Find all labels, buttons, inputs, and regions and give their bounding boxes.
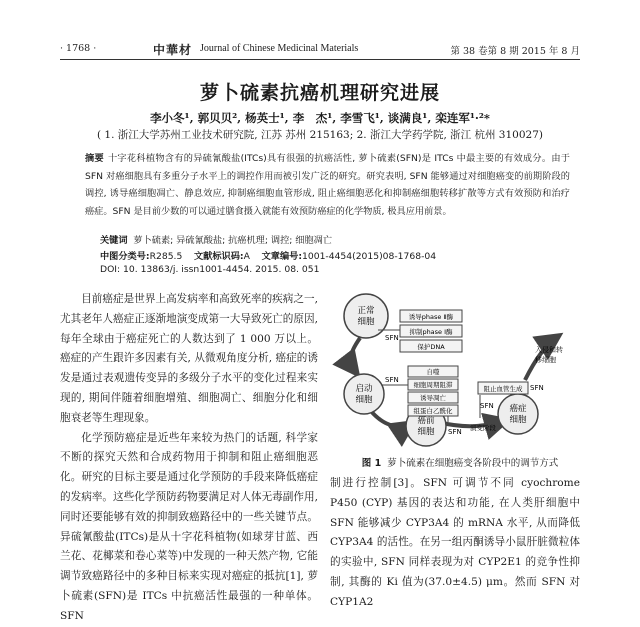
sfn-label: SFN bbox=[385, 376, 399, 384]
stage-label: 演变阶段 bbox=[470, 424, 496, 432]
journal-logo: 中華材 bbox=[153, 43, 193, 57]
running-header bbox=[60, 43, 580, 57]
invasion-label-1: 入侵和转 bbox=[535, 346, 563, 354]
journal-name: Journal of Chinese Medicinal Materials bbox=[200, 43, 359, 54]
affiliation: ( 1. 浙江大学苏州工业技术研究院, 江苏 苏州 215163; 2. 浙江大学药学院, 浙江 杭州 310027) bbox=[97, 129, 543, 141]
body-right-column: 制进行控制[3]。SFN 可调节不同 cyochrome P450 (CYP) 基因的表达和功能, 在人类肝细胞中 SFN 能够减少 CYP3A4 的 mRNA 水平, 从而降低 CYP3A4 的活性。在另一组丙酮诱导小鼠肝脏微粒体的实验中, SFN 同样表现为对 CYP2E1 的竞争性抑制, 其酶的 Ki 值为(37.0±4.5) μm。然而 SFN 对 CYP1A2 bbox=[330, 477, 580, 608]
keywords-label: 关键词 bbox=[100, 235, 128, 246]
article-no-label: 文章编号: bbox=[261, 251, 303, 262]
doc-code-value: A bbox=[243, 251, 250, 262]
box-text: 诱导凋亡 bbox=[420, 394, 446, 402]
abstract-text: 十字花科植物含有的异硫氰酸盐(ITCs)具有很强的抗癌活性, 萝卜硫素(SFN)是 ITCs 中最主要的有效成分。由于 SFN 对癌细胞具有多重分子水平上的调控作用而被引发广泛的研究。研究表明, SFN 能够通过对细胞癌变的前期阶段的调控, 诱导癌细胞凋亡、静息效应, 抑制癌细胞血管形成, 阻止癌细胞恶化和抑制癌细胞转移扩散等方式有效预防和治疗癌症。SFN 是目前少数的可以通过膳食摄入就能有效预防癌症的化学物质, 极具应用前景。 bbox=[85, 153, 570, 217]
box-text: 自噬 bbox=[426, 368, 440, 376]
keywords bbox=[100, 232, 332, 246]
clc-value: R285.5 bbox=[149, 251, 183, 262]
issue-info: 第 38 卷第 8 期 2015 年 8 月 bbox=[450, 46, 580, 57]
box-text: 保护DNA bbox=[417, 343, 445, 351]
abstract-label: 摘要 bbox=[85, 153, 104, 164]
carcinogenesis-diagram bbox=[330, 290, 590, 450]
box-text: 阻止血管生成 bbox=[483, 385, 523, 393]
node-precancer-label-1: 癌前 bbox=[417, 416, 435, 426]
figure-caption bbox=[340, 455, 580, 469]
progression-arrow bbox=[351, 338, 360, 375]
sfn-label: SFN bbox=[530, 384, 544, 392]
node-cancer-label-1: 癌症 bbox=[509, 404, 527, 414]
classification-line bbox=[100, 248, 436, 262]
article-title: 萝卜硫素抗癌机理研究进展 bbox=[199, 82, 440, 104]
sfn-label: SFN bbox=[448, 428, 462, 436]
box-text: 组蛋白乙酰化 bbox=[413, 407, 453, 415]
sfn-label: SFN bbox=[480, 402, 494, 410]
author-list: 李小冬¹, 郭贝贝², 杨英士¹, 李 杰¹, 李雪飞¹, 谈满良¹, 栾连军¹·²* bbox=[150, 111, 490, 125]
box-text: 诱导phase Ⅱ酶 bbox=[408, 313, 454, 321]
keywords-text: 萝卜硫素; 异硫氰酸盐; 抗癌机理; 调控; 细胞凋亡 bbox=[133, 235, 333, 246]
sfn-label: SFN bbox=[385, 334, 399, 342]
node-normal-label-2: 细胞 bbox=[357, 317, 375, 327]
abstract bbox=[85, 150, 570, 220]
node-cancer-cell bbox=[498, 394, 538, 434]
node-initiated-label-1: 启动 bbox=[355, 384, 373, 394]
node-normal-label-1: 正常 bbox=[357, 306, 375, 316]
paragraph: 化学预防癌症是近些年来较为热门的话题, 科学家不断的探究天然和合成药物用于抑制和阻止癌细胞恶化。研究的目标主要是通过化学预防的手段来降低癌症的发病率。这些化学预防药物要满足对人体无毒副作用, 同时还要能够有效的抑制致癌路径中的一些关键节点。异硫氰酸盐(ITCs)是从十字花科植物(如球芽甘蓝、西兰花、花椰菜和卷心菜等)中发现的一种天然产物, 它能调节致癌路径中的多种目标来实现对癌症的抵抗[1], 萝卜硫素(SFN)是 ITCs 中抗癌活性最强的一种单体。SFN bbox=[60, 431, 318, 622]
clc-label: 中图分类号: bbox=[100, 251, 150, 262]
box-text: 细胞周期阻滞 bbox=[413, 381, 453, 389]
invasion-label-2: 移细胞 bbox=[535, 356, 556, 364]
page-number: · 1768 · bbox=[60, 43, 97, 54]
node-normal-cell bbox=[344, 294, 388, 338]
header-rule bbox=[60, 59, 580, 60]
node-precancer-label-2: 细胞 bbox=[417, 427, 435, 437]
box-text: 抑制phase Ⅰ酶 bbox=[409, 328, 453, 336]
node-cancer-label-2: 细胞 bbox=[509, 415, 527, 425]
figure-label: 图 1 bbox=[361, 458, 382, 469]
doc-code-label: 文献标识码: bbox=[194, 251, 244, 262]
doi: DOI: 10. 13863/j. issn1001-4454. 2015. 08. 051 bbox=[100, 264, 320, 275]
node-initiated-cell bbox=[344, 374, 384, 414]
body-left-column bbox=[60, 290, 318, 627]
paragraph: 目前癌症是世界上高发病率和高致死率的疾病之一, 尤其老年人癌症正逐渐地演变成第一大导致死亡的原因, 每年全球由于癌症死亡的人数达到了 1 000 万以上。癌症的产生跟许多因素有关, 从微观角度分析, 癌症的诱发是通过表观遗传变异的多级分子水平的变化过程来实现的, 期间伴随着细胞增殖、细胞凋亡、细胞分化和细胞衰老等生理现象。 bbox=[60, 293, 318, 424]
node-initiated-label-2: 细胞 bbox=[355, 395, 373, 405]
figure-caption-text: 萝卜硫素在细胞癌变各阶段中的调节方式 bbox=[387, 458, 559, 469]
article-no-value: 1001-4454(2015)08-1768-04 bbox=[302, 251, 437, 262]
